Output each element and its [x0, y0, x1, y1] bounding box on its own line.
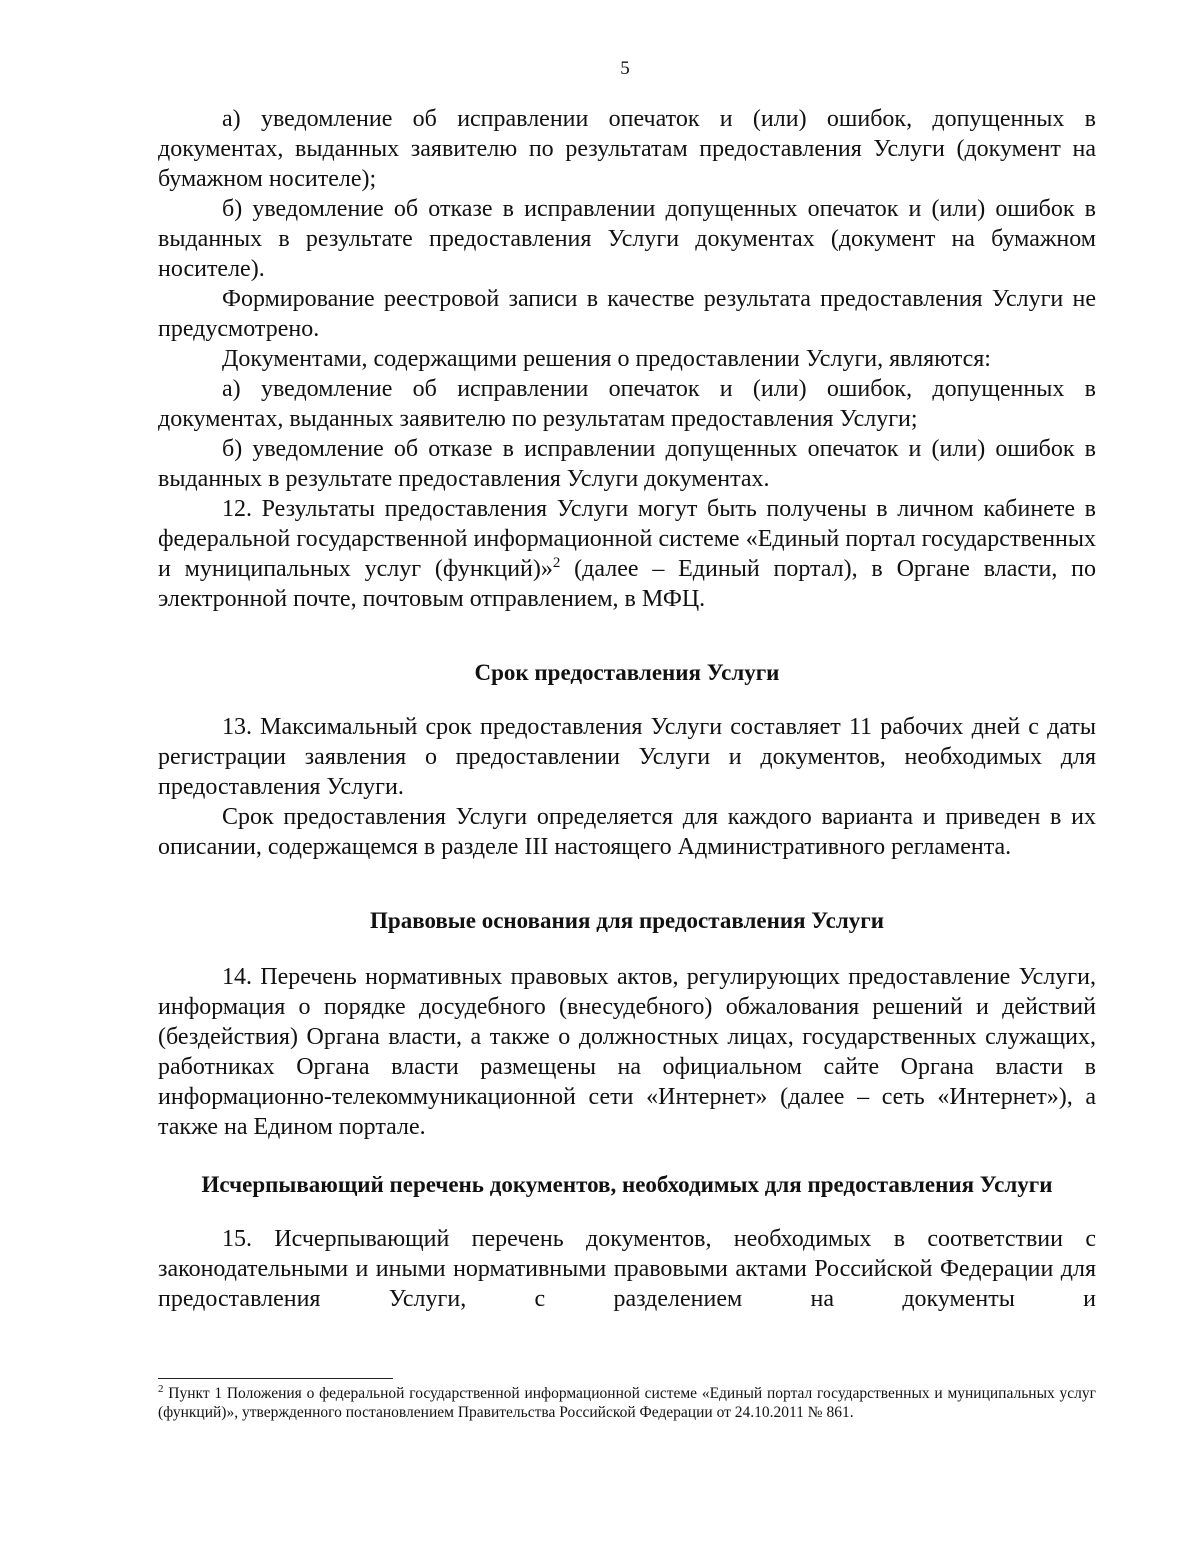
footnote-marker: 2: [158, 1382, 164, 1395]
paragraph: Формирование реестровой записи в качестве результата предоставления Услуги не предусмотрено.: [158, 286, 1096, 342]
paragraph: а) уведомление об исправлении опечаток и (или) ошибок, допущенных в документах, выданных заявителю по результатам предоставления Услуги;: [158, 376, 1096, 432]
page-number: 5: [620, 58, 630, 79]
footnote-reference[interactable]: 2: [552, 555, 561, 571]
paragraph: б) уведомление об отказе в исправлении допущенных опечаток и (или) ошибок в выданных в результате предоставления Услуги документах (документ на бумажном носителе).: [158, 196, 1096, 282]
paragraph: 14. Перечень нормативных правовых актов, регулирующих предоставление Услуги, информация о порядке досудебного (внесудебного) обжалования решений и действий (бездействия) Органа власти, а также о должностных лицах, государственных служащих, работниках Органа власти размещены на официальном сайте Органа власти в информационно-телекоммуникационной сети «Интернет» (далее – сеть «Интернет»), а также на Едином портале.: [158, 964, 1096, 1140]
footnote-text: Пункт 1 Положения о федеральной государственной информационной системе «Единый портал государственных и муниципальных услуг (функций)», утвержденного постановлением Правительства Российской Федерации от 24.10.2011 № 861.: [158, 1385, 1096, 1421]
section-heading-term: Срок предоставления Услуги: [474, 660, 780, 685]
section-heading-legal: Правовые основания для предоставления Услуги: [370, 908, 884, 933]
paragraph: 13. Максимальный срок предоставления Услуги составляет 11 рабочих дней с даты регистрации заявления о предоставлении Услуги и документов, необходимых для предоставления Услуги.: [158, 714, 1096, 800]
paragraph: Срок предоставления Услуги определяется для каждого варианта и приведен в их описании, содержащемся в разделе III настоящего Административного регламента.: [158, 804, 1096, 860]
paragraph: б) уведомление об отказе в исправлении допущенных опечаток и (или) ошибок в выданных в результате предоставления Услуги документах.: [158, 436, 1096, 492]
footnote-separator: [158, 1378, 393, 1379]
paragraph: Документами, содержащими решения о предоставлении Услуги, являются:: [222, 346, 991, 372]
paragraph: 15. Исчерпывающий перечень документов, необходимых в соответствии с законодательными и иными нормативными правовыми актами Российской Федерации для предоставления Услуги, с разделением на документы и: [158, 1226, 1096, 1312]
document-body: [158, 104, 1096, 1314]
section-heading-documents: Исчерпывающий перечень документов, необходимых для предоставления Услуги: [201, 1172, 1053, 1197]
paragraph-12-text: 12. Результаты предоставления Услуги могут быть получены в личном кабинете в федеральной государственной информационной системе «Единый портал государственных и муниципальных услуг (функций)»: [158, 496, 1096, 582]
footnote: [158, 1384, 1096, 1422]
paragraph-12-text-end: (далее – Единый портал), в Органе власти, по электронной почте, почтовым отправлением, в МФЦ.: [158, 556, 1096, 612]
paragraph-12: [158, 494, 1096, 614]
paragraph: а) уведомление об исправлении опечаток и (или) ошибок, допущенных в документах, выданных заявителю по результатам предоставления Услуги (документ на бумажном носителе);: [158, 106, 1096, 192]
